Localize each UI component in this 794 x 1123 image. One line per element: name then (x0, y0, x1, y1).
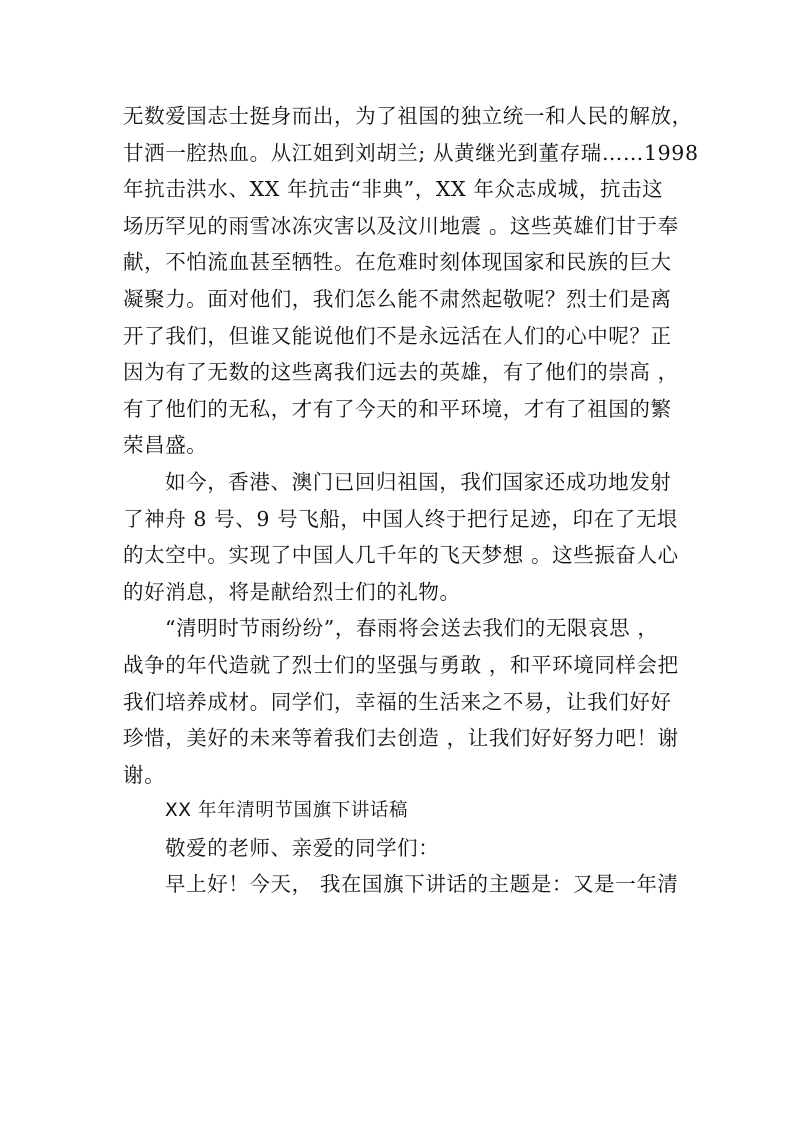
text-line: 有了他们的无私，才有了今天的和平环境，才有了祖国的繁 (123, 396, 672, 421)
text-line: 因为有了无数的这些离我们远去的英雄，有了他们的崇高 ， (123, 360, 679, 385)
text-line: 凝聚力。面对他们，我们怎么能不肃然起敬呢？烈士们是离 (123, 286, 672, 311)
text-line: 献，不怕流血甚至牺牲。在危难时刻体现国家和民族的巨大 (123, 250, 672, 275)
text-line: 战争的年代造就了烈士们的坚强与勇敢 ，和平环境同样会把 (123, 652, 679, 677)
text-line: 珍惜，美好的未来等着我们去创造 ，让我们好好努力吧！谢 (123, 726, 679, 751)
text-line: 谢。 (123, 762, 166, 787)
text-line: 的太空中。实现了中国人几千年的飞天梦想 。这些振奋人心 (123, 543, 679, 568)
text-line: 我们培养成材。同学们，幸福的生活来之不易，让我们好好 (123, 689, 672, 714)
salutation-line: 敬爱的老师、亲爱的同学们： (165, 835, 440, 860)
text-line: 荣昌盛。 (123, 433, 208, 458)
text-line: 甘洒一腔热血。从江姐到刘胡兰; 从黄继光到董存瑞……1998 (123, 140, 699, 165)
document-body (123, 98, 699, 903)
text-line: 的好消息，将是献给烈士们的礼物。 (123, 579, 461, 604)
text-line: 开了我们，但谁又能说他们不是永远活在人们的心中呢？正 (123, 323, 672, 348)
speech-title: XX 年年清明节国旗下讲话稿 (165, 800, 409, 822)
text-line: 场历罕见的雨雪冰冻灾害以及汶川地震 。这些英雄们甘于奉 (123, 213, 679, 238)
paragraph-start-line: “清明时节雨纷纷”，春雨将会送去我们的无限哀思 ， (165, 616, 659, 641)
text-line: 无数爱国志士挺身而出，为了祖国的独立统一和人民的解放， (123, 104, 693, 128)
paragraph-start-line: 早上好！今天， 我在国旗下讲话的主题是：又是一年清 (165, 872, 679, 897)
paragraph-start-line: 如今，香港、澳门已回归祖国，我们国家还成功地发射 (165, 469, 672, 494)
text-line: 了神舟 8 号、9 号飞船，中国人终于把行足迹，印在了无垠 (123, 506, 679, 531)
text-line: 年抗击洪水、XX 年抗击“非典”，XX 年众志成城，抗击这 (123, 177, 664, 202)
